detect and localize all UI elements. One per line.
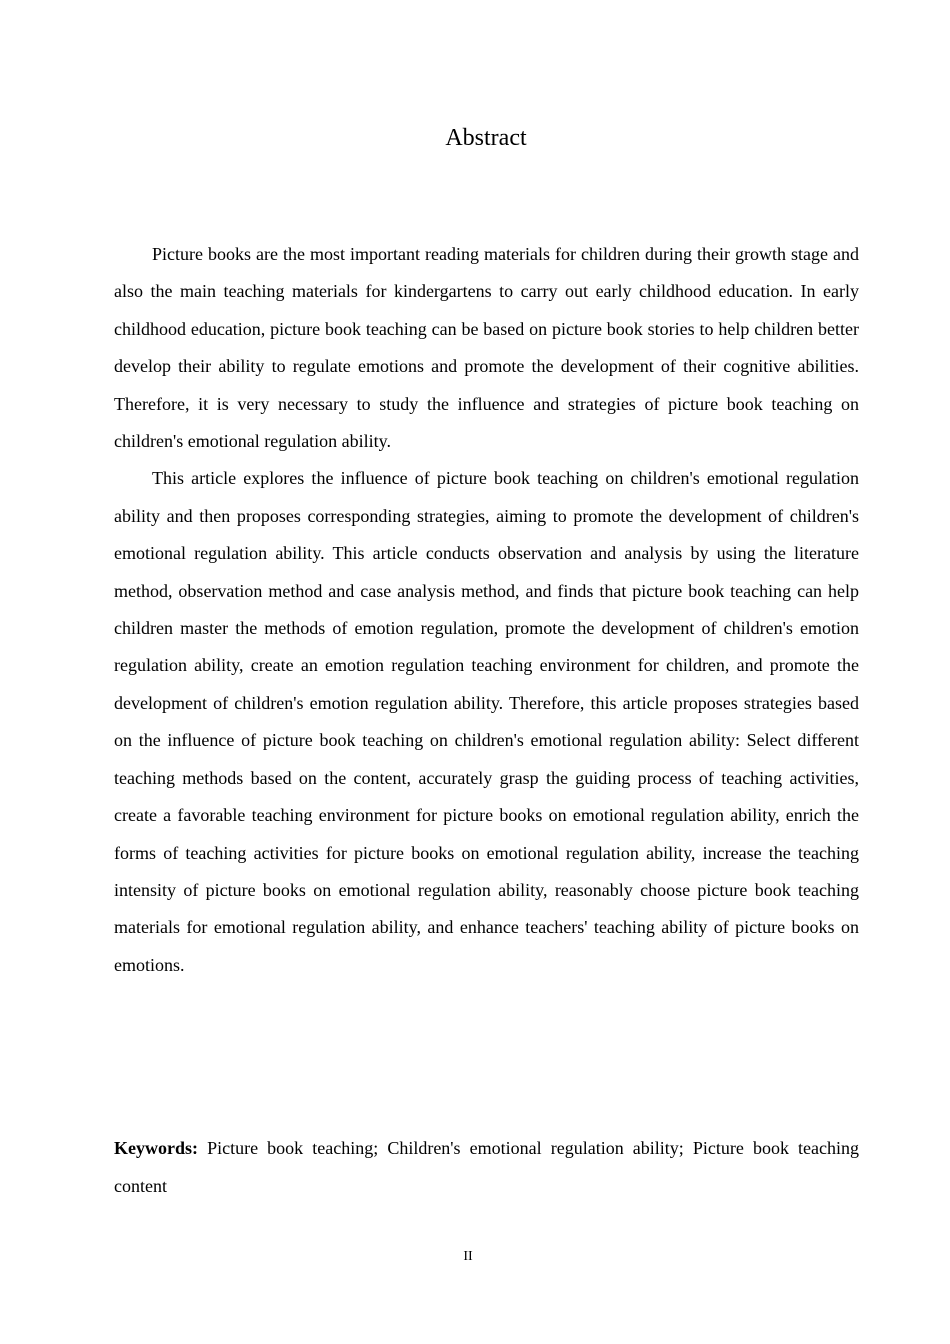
page-title: Abstract	[445, 125, 527, 151]
abstract-body	[114, 236, 859, 984]
keywords-text: Picture book teaching; Children's emotional regulation ability; Picture book teaching content	[114, 1138, 859, 1196]
abstract-paragraph-2: This article explores the influence of picture book teaching on children's emotional regulation ability and then proposes corresponding strategies, aiming to promote the development of children's emotional regulation ability. This article conducts observation and analysis by using the literature method, observation method and case analysis method, and finds that picture book teaching can help children master the methods of emotion regulation, promote the development of children's emotion regulation ability, create an emotion regulation teaching environment for children, and promote the development of children's emotion regulation ability. Therefore, this article proposes strategies based on the influence of picture book teaching on children's emotional regulation ability: Select different teaching methods based on the content, accurately grasp the guiding process of teaching activities, create a favorable teaching environment for picture books on emotional regulation ability, enrich the forms of teaching activities for picture books on emotional regulation ability, increase the teaching intensity of picture books on emotional regulation ability, reasonably choose picture book teaching materials for emotional regulation ability, and enhance teachers' teaching ability of picture books on emotions.	[114, 468, 859, 975]
page-number: II	[463, 1249, 473, 1264]
keywords-line	[114, 1129, 859, 1205]
abstract-paragraph-1: Picture books are the most important reading materials for children during their growth stage and also the main teaching materials for kindergartens to carry out early childhood education. In early childhood education, picture book teaching can be based on picture book stories to help children better develop their ability to regulate emotions and promote the development of their cognitive abilities. Therefore, it is very necessary to study the influence and strategies of picture book teaching on children's emotional regulation ability.	[114, 244, 859, 452]
keywords-label: Keywords:	[114, 1138, 198, 1158]
